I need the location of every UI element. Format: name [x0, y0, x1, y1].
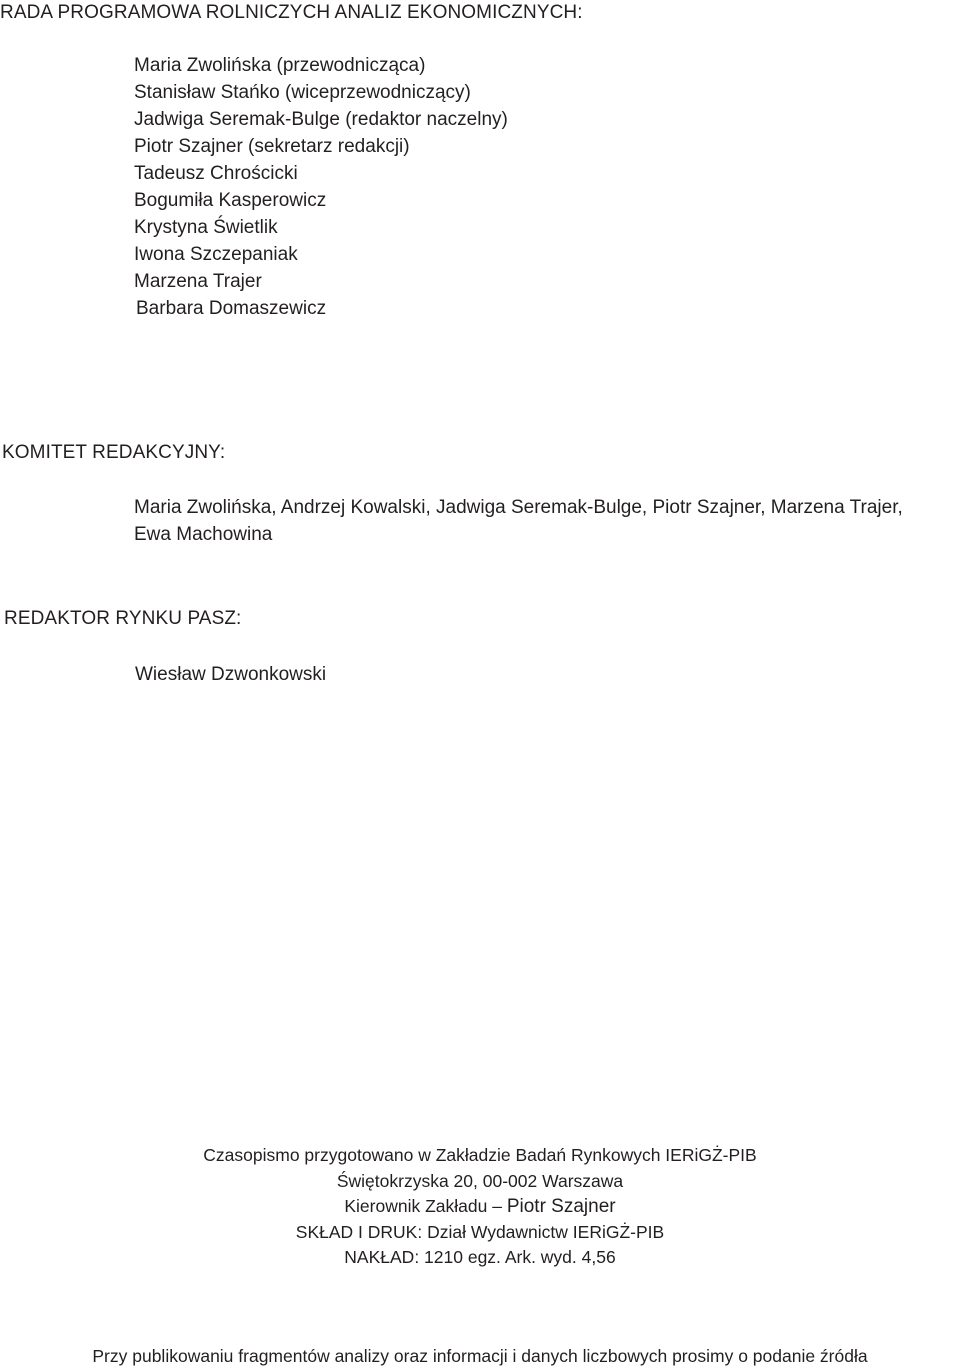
feed-editor-heading: REDAKTOR RYNKU PASZ:: [4, 608, 242, 629]
imprint-line: Świętokrzyska 20, 00-002 Warszawa: [336, 1170, 624, 1191]
council-member: Barbara Domaszewicz: [136, 298, 327, 319]
imprint-manager-line: [0, 1194, 960, 1220]
committee-members-line: Ewa Machowina: [134, 524, 273, 545]
council-member: Tadeusz Chrościcki: [134, 163, 298, 184]
council-member: Marzena Trajer: [134, 271, 262, 292]
committee-heading: KOMITET REDAKCYJNY:: [2, 442, 226, 463]
manager-name: Piotr Szajner: [506, 1196, 616, 1217]
council-member: Krystyna Świetlik: [134, 217, 278, 238]
imprint-line: SKŁAD I DRUK: Dział Wydawnictw IERiGŻ-PIB: [295, 1221, 665, 1242]
committee-members-line: Maria Zwolińska, Andrzej Kowalski, Jadwiga Seremak-Bulge, Piotr Szajner, Marzena Trajer,: [134, 497, 903, 518]
manager-label: Kierownik Zakładu –: [344, 1196, 507, 1216]
feed-editor-name: Wiesław Dzwonkowski: [135, 664, 327, 685]
council-member: Iwona Szczepaniak: [134, 244, 298, 265]
council-member: Stanisław Stańko (wiceprzewodniczący): [134, 82, 471, 103]
council-member-list: [134, 52, 508, 322]
source-attribution-note: Przy publikowaniu fragmentów analizy oraz informacji i danych liczbowych prosimy o podanie źródła: [92, 1346, 868, 1366]
council-member: Jadwiga Seremak-Bulge (redaktor naczelny): [134, 109, 508, 130]
imprint-block: [0, 1143, 960, 1271]
council-member: Bogumiła Kasperowicz: [134, 190, 327, 211]
imprint-line: Czasopismo przygotowano w Zakładzie Badań Rynkowych IERiGŻ-PIB: [203, 1145, 757, 1165]
council-heading: RADA PROGRAMOWA ROLNICZYCH ANALIZ EKONOMICZNYCH:: [0, 2, 583, 23]
council-member: Maria Zwolińska (przewodnicząca): [134, 55, 426, 76]
imprint-line: NAKŁAD: 1210 egz. Ark. wyd. 4,56: [344, 1247, 616, 1267]
council-member: Piotr Szajner (sekretarz redakcji): [134, 136, 410, 157]
